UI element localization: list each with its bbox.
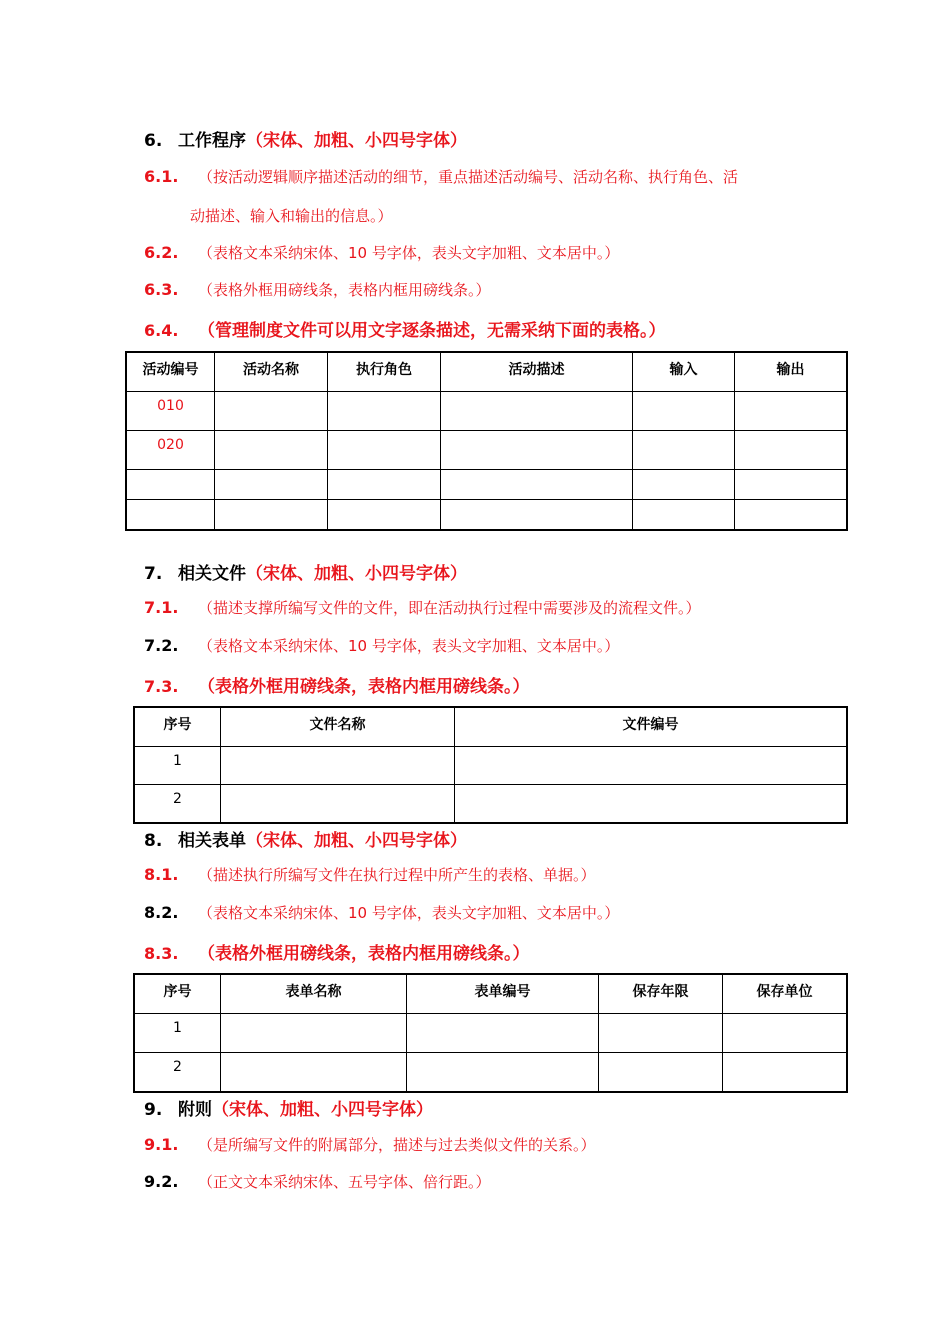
table-header-row xyxy=(135,708,847,747)
item-number: 8.2. xyxy=(144,903,179,922)
table-row xyxy=(127,500,847,530)
activity-table xyxy=(126,352,847,530)
table-cell xyxy=(328,392,441,431)
table-cell xyxy=(633,392,735,431)
table-header-row xyxy=(135,975,847,1014)
table-cell xyxy=(328,500,441,530)
section-number: 6. xyxy=(144,131,163,151)
table-row xyxy=(135,785,847,823)
table-cell xyxy=(441,500,633,530)
related-files-table xyxy=(134,707,847,823)
table-header-row xyxy=(127,353,847,392)
item-text: （描述执行所编写文件在执行过程中所产生的表格、单据。） xyxy=(198,866,596,884)
table-row xyxy=(127,431,847,470)
header-activity-name: 活动名称 xyxy=(215,353,328,392)
item-text: （表格外框用磅线条，表格内框用磅线条。） xyxy=(198,281,491,299)
item-text: （表格外框用磅线条，表格内框用磅线条。） xyxy=(198,677,530,697)
item-text: （正文文本采纳宋体、五号字体、倍行距。） xyxy=(198,1173,491,1191)
table-cell xyxy=(407,1014,599,1053)
table-cell xyxy=(599,1014,723,1053)
item-text: （管理制度文件可以用文字逐条描述，无需采纳下面的表格。） xyxy=(198,321,666,341)
table-cell xyxy=(723,1014,847,1053)
table-row xyxy=(127,470,847,500)
item-text: （表格外框用磅线条，表格内框用磅线条。） xyxy=(198,944,530,964)
item-9-2 xyxy=(144,1171,491,1192)
header-seq: 序号 xyxy=(135,708,221,747)
table-cell xyxy=(215,392,328,431)
header-retention-period: 保存年限 xyxy=(599,975,723,1014)
table-cell xyxy=(407,1053,599,1092)
table-cell xyxy=(221,1053,407,1092)
table-cell xyxy=(127,470,215,500)
header-seq: 序号 xyxy=(135,975,221,1014)
section-6-heading xyxy=(144,126,467,151)
item-text: （是所编写文件的附属部分，描述与过去类似文件的关系。） xyxy=(198,1136,596,1154)
item-text: （表格文本采纳宋体、10 号字体，表头文字加粗、文本居中。） xyxy=(198,244,620,262)
table-cell xyxy=(441,431,633,470)
table-cell xyxy=(735,392,847,431)
section-note: （宋体、加粗、小四号字体） xyxy=(246,564,467,584)
table-cell xyxy=(441,470,633,500)
section-note: （宋体、加粗、小四号字体） xyxy=(212,1100,433,1120)
header-role: 执行角色 xyxy=(328,353,441,392)
table-cell xyxy=(328,470,441,500)
header-activity-id: 活动编号 xyxy=(127,353,215,392)
section-8-heading xyxy=(144,826,467,851)
header-form-id: 表单编号 xyxy=(407,975,599,1014)
table-cell xyxy=(328,431,441,470)
table-cell xyxy=(735,470,847,500)
item-7-2 xyxy=(144,635,619,656)
table-row xyxy=(135,747,847,785)
header-form-name: 表单名称 xyxy=(221,975,407,1014)
section-7-heading xyxy=(144,559,467,584)
table-cell xyxy=(633,470,735,500)
item-number: 8.3. xyxy=(144,944,179,963)
item-number: 6.1. xyxy=(144,167,179,186)
item-number: 6.3. xyxy=(144,280,179,299)
table-cell xyxy=(633,431,735,470)
section-title: 附则 xyxy=(178,1100,212,1120)
section-title: 工作程序 xyxy=(178,131,246,151)
table-cell xyxy=(455,785,847,823)
item-6-1 xyxy=(144,166,738,187)
section-title: 相关表单 xyxy=(178,831,246,851)
table-cell xyxy=(215,470,328,500)
table-cell xyxy=(455,747,847,785)
table-cell: 010 xyxy=(127,392,215,431)
table-row xyxy=(127,392,847,431)
header-output: 输出 xyxy=(735,353,847,392)
item-6-4 xyxy=(144,316,666,341)
section-number: 8. xyxy=(144,831,163,851)
table-cell xyxy=(723,1053,847,1092)
item-8-3 xyxy=(144,939,530,964)
item-number: 7.1. xyxy=(144,598,179,617)
item-7-3 xyxy=(144,672,530,697)
item-number: 6.2. xyxy=(144,243,179,262)
item-text: （表格文本采纳宋体、10 号字体，表头文字加粗、文本居中。） xyxy=(198,637,620,655)
item-9-1 xyxy=(144,1134,596,1155)
section-title: 相关文件 xyxy=(178,564,246,584)
related-forms-table xyxy=(134,974,847,1092)
item-number: 7.3. xyxy=(144,677,179,696)
item-text: （按活动逻辑顺序描述活动的细节，重点描述活动编号、活动名称、执行角色、活 xyxy=(198,168,739,186)
item-7-1 xyxy=(144,597,701,618)
item-8-2 xyxy=(144,902,619,923)
item-number: 9.1. xyxy=(144,1135,179,1154)
table-cell: 1 xyxy=(135,747,221,785)
header-file-name: 文件名称 xyxy=(221,708,455,747)
table-cell: 1 xyxy=(135,1014,221,1053)
table-cell xyxy=(735,431,847,470)
header-description: 活动描述 xyxy=(441,353,633,392)
item-8-1 xyxy=(144,864,596,885)
table-cell xyxy=(633,500,735,530)
section-number: 9. xyxy=(144,1100,163,1120)
table-row xyxy=(135,1014,847,1053)
table-cell xyxy=(215,431,328,470)
table-cell: 2 xyxy=(135,1053,221,1092)
item-6-3 xyxy=(144,279,491,300)
item-text: （表格文本采纳宋体、10 号字体，表头文字加粗、文本居中。） xyxy=(198,904,620,922)
table-cell xyxy=(735,500,847,530)
section-note: （宋体、加粗、小四号字体） xyxy=(246,131,467,151)
table-cell xyxy=(221,785,455,823)
table-cell xyxy=(221,1014,407,1053)
item-number: 6.4. xyxy=(144,321,179,340)
table-cell: 020 xyxy=(127,431,215,470)
table-cell: 2 xyxy=(135,785,221,823)
item-number: 9.2. xyxy=(144,1172,179,1191)
item-number: 8.1. xyxy=(144,865,179,884)
table-cell xyxy=(215,500,328,530)
header-file-id: 文件编号 xyxy=(455,708,847,747)
header-retention-unit: 保存单位 xyxy=(723,975,847,1014)
item-6-2 xyxy=(144,242,619,263)
section-9-heading xyxy=(144,1095,433,1120)
table-row xyxy=(135,1053,847,1092)
header-input: 输入 xyxy=(633,353,735,392)
table-cell xyxy=(599,1053,723,1092)
table-cell xyxy=(127,500,215,530)
table-cell xyxy=(441,392,633,431)
table-cell xyxy=(221,747,455,785)
item-text: （描述支撑所编写文件的文件，即在活动执行过程中需要涉及的流程文件。） xyxy=(198,599,701,617)
section-note: （宋体、加粗、小四号字体） xyxy=(246,831,467,851)
section-number: 7. xyxy=(144,564,163,584)
item-number: 7.2. xyxy=(144,636,179,655)
item-6-1-continued: 动描述、输入和输出的信息。） xyxy=(190,207,393,225)
